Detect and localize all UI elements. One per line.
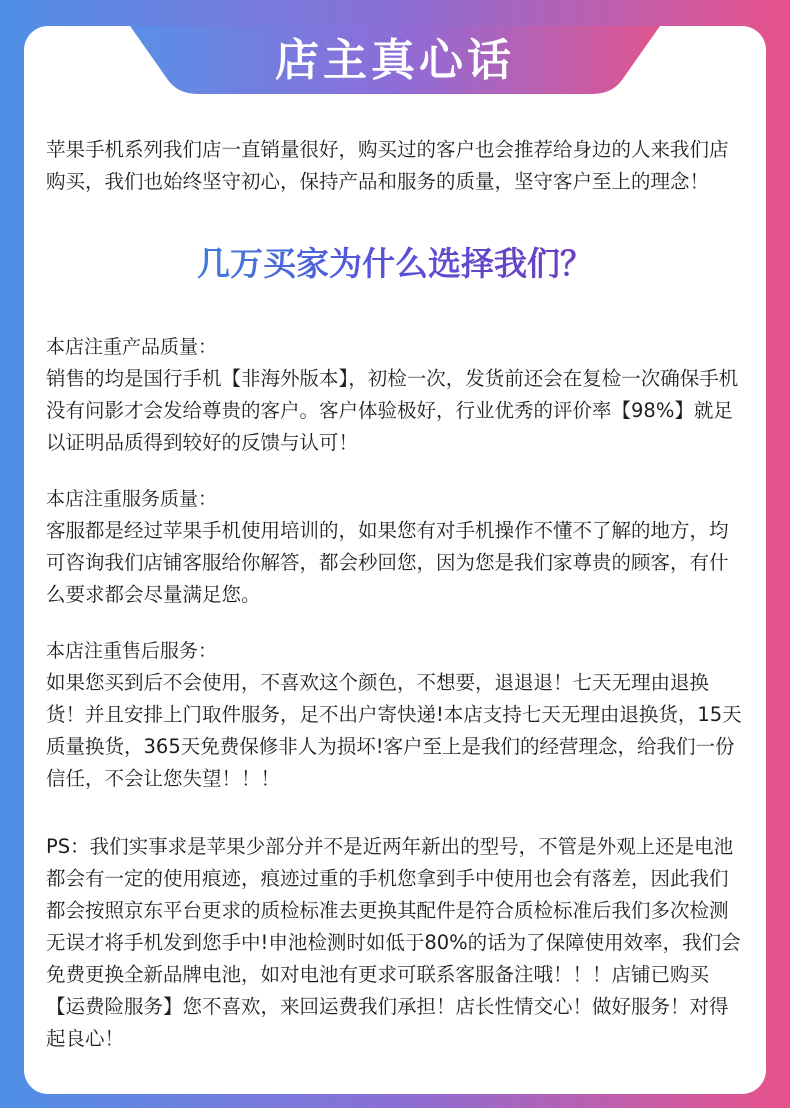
title-banner — [130, 26, 660, 94]
intro-paragraph: 苹果手机系列我们店一直销量很好，购买过的客户也会推荐给身边的人来我们店购买，我们也始终坚守初心，保持产品和服务的质量，坚守客户至上的理念！ — [46, 138, 729, 193]
section-after-sales — [46, 635, 744, 795]
page-title: 店主真心话 — [275, 35, 515, 86]
section-title: 本店注重产品质量： — [46, 336, 218, 358]
content-card — [24, 26, 766, 1094]
section-product-quality — [46, 331, 744, 459]
section-text: 销售的均是国行手机【非海外版本】，初检一次，发货前还会在复检一次确保手机没有问影才会发给尊贵的客户。客户体验极好，行业优秀的评价率【98%】就足以证明品质得到较好的反馈与认可！ — [46, 367, 739, 454]
section-title: 本店注重服务质量： — [46, 488, 218, 510]
content-body — [46, 134, 744, 1055]
section-heading: 几万买家为什么选择我们？ — [46, 238, 744, 285]
section-text: 如果您买到后不会使用，不喜欢这个颜色，不想要，退退退！七天无理由退换货！并且安排上门取件服务，足不出户寄快递!本店支持七天无理由退换货，15天质量换货，365天免费保修非人为损坏!客户至上是我们的经营理念，给我们一份信任，不会让您失望！！！ — [46, 671, 742, 790]
section-service-quality — [46, 483, 744, 611]
section-title: 本店注重售后服务： — [46, 640, 218, 662]
ps-paragraph: PS：我们实事求是苹果少部分并不是近两年新出的型号，不管是外观上还是电池都会有一定的使用痕迹，痕迹过重的手机您拿到手中使用也会有落差，因此我们都会按照京东平台更求的质检标准去更换其配件是符合质检标准后我们多次检测无误才将手机发到您手中!申池检测时如低于80%的话为了保障使用效率，我们会免费更换全新品牌电池，如对电池有更求可联系客服备注哦！！！店铺已购买【运费险服务】您不喜欢，来回运费我们承担！店长性情交心！做好服务！对得起良心！ — [46, 835, 741, 1050]
section-text: 客服都是经过苹果手机使用培训的，如果您有对手机操作不懂不了解的地方，均可咨询我们店铺客服给你解答，都会秒回您，因为您是我们家尊贵的顾客，有什么要求都会尽量满足您。 — [46, 519, 729, 606]
